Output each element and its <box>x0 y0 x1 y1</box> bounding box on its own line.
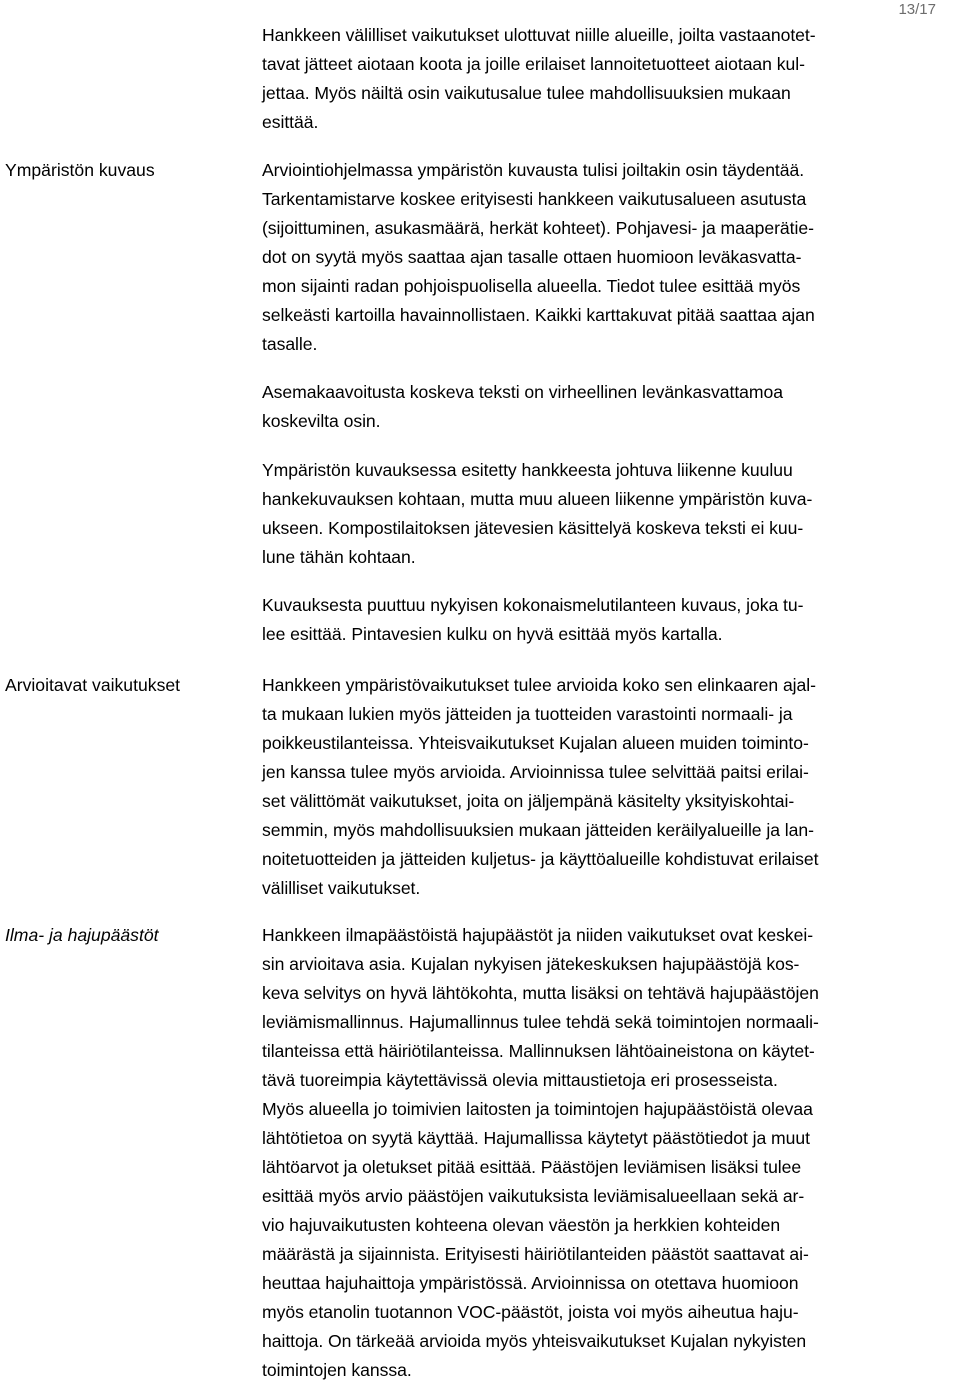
text-line: semmin, myös mahdollisuuksien mukaan jätteiden keräilyalueille ja lan- <box>262 820 814 840</box>
ymparisto-paragraph-2 <box>262 378 960 436</box>
text-line: Arviointiohjelmassa ympäristön kuvausta tulisi joiltakin osin täydentää. <box>262 160 805 180</box>
text-line: lune tähän kohtaan. <box>262 547 416 567</box>
text-line: Hankkeen välilliset vaikutukset ulottuvat niille alueille, joilta vastaanotet- <box>262 25 816 45</box>
text-line: hankekuvauksen kohtaan, mutta muu alueen liikenne ympäristön kuva- <box>262 489 813 509</box>
text-line: esittää. <box>262 112 319 132</box>
text-line: toimintojen kanssa. <box>262 1360 412 1380</box>
text-line: myös etanolin tuotannon VOC-päästöt, joista voi myös aiheutua haju- <box>262 1302 799 1322</box>
text-line: haittoja. On tärkeää arvioida myös yhteisvaikutukset Kujalan nykyisten <box>262 1331 807 1351</box>
text-line: heuttaa hajuhaittoja ympäristössä. Arvioinnissa on otettava huomioon <box>262 1273 799 1293</box>
text-line: sin arvioitava asia. Kujalan nykyisen jätekeskuksen hajupäästöjä kos- <box>262 954 800 974</box>
ymparisto-paragraph-3 <box>262 456 960 572</box>
page-number: 13/17 <box>898 1 936 18</box>
text-line: set välittömät vaikutukset, joita on jäljempänä käsitelty yksityiskohtai- <box>262 791 795 811</box>
text-line: noitetuotteiden ja jätteiden kuljetus- ja käyttöalueille kohdistuvat erilaiset <box>262 849 819 869</box>
text-line: määrästä ja sijainnista. Erityisesti häiriötilanteiden päästöt saattavat ai- <box>262 1244 809 1264</box>
text-line: tavat jätteet aiotaan koota ja joille erilaiset lannoitetuotteet aiotaan kul- <box>262 54 805 74</box>
section-heading-arvioitavat: Arvioitavat vaikutukset <box>5 675 181 695</box>
ymparisto-paragraph-4 <box>262 591 960 649</box>
text-line: tilanteissa että häiriötilanteissa. Mallinnuksen lähtöaineistona on käytet- <box>262 1041 815 1061</box>
text-line: Hankkeen ilmapäästöistä hajupäästöt ja niiden vaikutukset ovat keskei- <box>262 925 814 945</box>
text-line: tävä tuoreimpia käytettävissä olevia mittaustietoja eri prosesseista. <box>262 1070 778 1090</box>
text-line: ta mukaan lukien myös jätteiden ja tuotteiden varastointi normaali- ja <box>262 704 793 724</box>
text-line: esittää myös arvio päästöjen vaikutuksista leviämisalueellaan sekä ar- <box>262 1186 805 1206</box>
text-line: lee esittää. Pintavesien kulku on hyvä esittää myös kartalla. <box>262 624 723 644</box>
text-line: leviämismallinnus. Hajumallinnus tulee tehdä sekä toimintojen normaali- <box>262 1012 819 1032</box>
text-line: tasalle. <box>262 334 318 354</box>
text-line: lähtötietoa on syytä käyttää. Hajumallissa käytetyt päästötiedot ja muut <box>262 1128 810 1148</box>
text-line: selkeästi kartoilla havainnollistaen. Kaikki karttakuvat pitää saattaa ajan <box>262 305 815 325</box>
text-line: mon sijainti radan pohjoispuolisella alueella. Tiedot tulee esittää myös <box>262 276 801 296</box>
text-line: lähtöarvot ja oletukset pitää esittää. Päästöjen leviämisen lisäksi tulee <box>262 1157 802 1177</box>
text-line: jen kanssa tulee myös arvioida. Arvioinnissa tulee selvittää paitsi erilai- <box>262 762 809 782</box>
text-line: (sijoittuminen, asukasmäärä, herkät kohteet). Pohjavesi- ja maaperätie- <box>262 218 814 238</box>
section-heading-ilma: Ilma- ja hajupäästöt <box>5 925 159 945</box>
text-line: keva selvitys on hyvä lähtökohta, mutta lisäksi on tehtävä hajupäästöjen <box>262 983 819 1003</box>
text-line: Tarkentamistarve koskee erityisesti hankkeen vaikutusalueen asutusta <box>262 189 807 209</box>
intro-paragraph <box>262 21 960 137</box>
section-heading-ymparisto: Ympäristön kuvaus <box>5 160 155 180</box>
ymparisto-paragraph-1 <box>262 156 960 359</box>
ilma-paragraph <box>262 921 960 1385</box>
text-line: jettaa. Myös näiltä osin vaikutusalue tulee mahdollisuuksien mukaan <box>262 83 791 103</box>
text-line: koskevilta osin. <box>262 411 381 431</box>
text-line: ukseen. Kompostilaitoksen jätevesien käsittelyä koskeva teksti ei kuu- <box>262 518 804 538</box>
text-line: Hankkeen ympäristövaikutukset tulee arvioida koko sen elinkaaren ajal- <box>262 675 816 695</box>
text-line: Asemakaavoitusta koskeva teksti on virheellinen levänkasvattamoa <box>262 382 783 402</box>
text-line: vio hajuvaikutusten kohteena olevan väestön ja herkkien kohteiden <box>262 1215 781 1235</box>
text-line: välilliset vaikutukset. <box>262 878 421 898</box>
text-line: Ympäristön kuvauksessa esitetty hankkeesta johtuva liikenne kuuluu <box>262 460 793 480</box>
text-line: dot on syytä myös saattaa ajan tasalle ottaen huomioon leväkasvatta- <box>262 247 802 267</box>
text-line: Kuvauksesta puuttuu nykyisen kokonaismelutilanteen kuvaus, joka tu- <box>262 595 804 615</box>
text-line: poikkeustilanteissa. Yhteisvaikutukset Kujalan alueen muiden toiminto- <box>262 733 809 753</box>
arvioitavat-paragraph <box>262 671 960 903</box>
text-line: Myös alueella jo toimivien laitosten ja toimintojen hajupäästöistä olevaa <box>262 1099 813 1119</box>
